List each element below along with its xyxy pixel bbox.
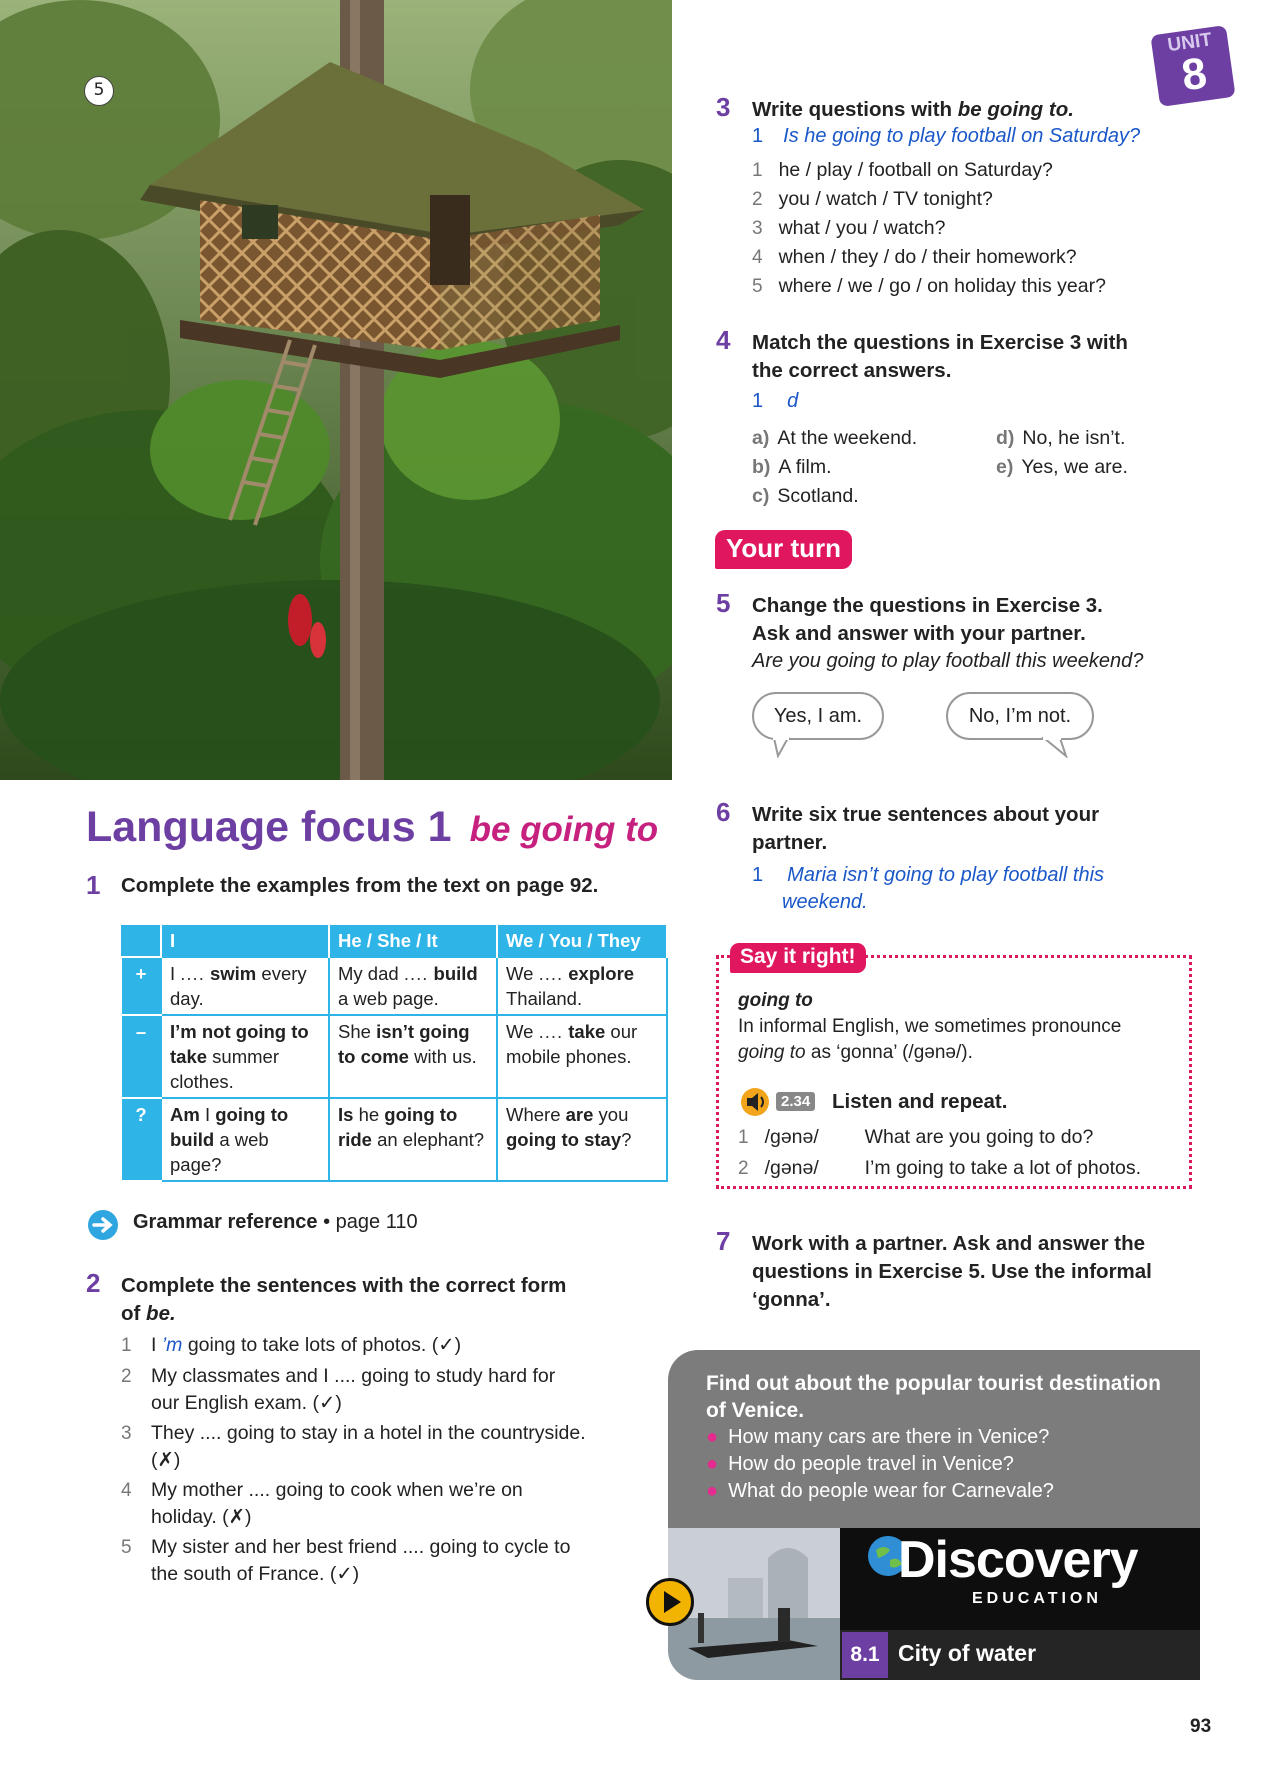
video-number: 8.1 [842, 1632, 888, 1678]
item-number: 1 [738, 1127, 749, 1148]
item-number: 2 [121, 1365, 132, 1387]
table-row [121, 1015, 667, 1098]
answer-text: Scotland. [777, 485, 859, 507]
list-item [752, 185, 1106, 214]
listen-instruction: Listen and repeat. [832, 1090, 1008, 1113]
phonetic: /gənə/ [764, 1126, 819, 1148]
item-number: 3 [752, 218, 763, 239]
list-item [752, 156, 1106, 185]
row-symbol: – [121, 1015, 161, 1098]
instruction-emphasis: be going to. [957, 98, 1074, 121]
list-item [752, 272, 1106, 301]
list-item [121, 1477, 586, 1531]
answer-a [752, 424, 917, 453]
item-number: 3 [121, 1422, 132, 1444]
instruction-line: questions in Exercise 5. Use the informal [752, 1260, 1152, 1283]
photo-number: 5 [84, 76, 114, 106]
exercise-3-example [752, 125, 1140, 148]
example-number: 1 [752, 390, 764, 412]
section-title [86, 803, 658, 852]
explanation-emphasis: going to [738, 1042, 806, 1063]
bullet-icon: ● [706, 1426, 719, 1448]
list-item [121, 1534, 586, 1588]
list-item [121, 1363, 586, 1417]
table-cell: I .... swim every day. [161, 957, 329, 1015]
exercise-3-number: 3 [716, 92, 731, 122]
answer-letter: c) [752, 485, 770, 507]
answer-text: Yes, we are. [1021, 456, 1128, 478]
say-it-right-list [738, 1122, 1141, 1184]
discovery-logo: Discovery [898, 1531, 1138, 1589]
example-answer: d [787, 390, 799, 412]
instruction-text: Write questions with [752, 98, 958, 121]
item-text: holiday. (✗) [151, 1506, 252, 1528]
instruction-text: of [121, 1302, 147, 1325]
table-cell: Is he going to ride an elephant? [329, 1098, 497, 1181]
arrow-right-icon[interactable] [88, 1210, 118, 1240]
instruction-line: Work with a partner. Ask and answer the [752, 1232, 1146, 1255]
table-row [121, 1098, 667, 1181]
answers-col-1 [752, 424, 917, 511]
item-text: you / watch / TV tonight? [778, 188, 993, 210]
list-item [738, 1122, 1141, 1153]
question-text: How do people travel in Venice? [728, 1453, 1014, 1475]
item-text: the south of France. (✓) [151, 1563, 360, 1585]
item-number: 4 [752, 247, 763, 268]
instruction-line [121, 1300, 566, 1328]
example-line: Maria isn’t going to play football this [787, 864, 1105, 886]
table-row [121, 957, 667, 1015]
item-text: where / we / go / on holiday this year? [778, 275, 1106, 297]
example-number: 1 [752, 125, 764, 147]
item-text: (✗) [151, 1449, 181, 1471]
discovery-text [706, 1370, 1161, 1505]
column-header: I [161, 925, 329, 957]
exercise-1-instruction: Complete the examples from the text on page 92. [121, 874, 599, 897]
grammar-reference-link[interactable] [133, 1211, 418, 1234]
question-text: How many cars are there in Venice? [728, 1426, 1050, 1448]
table-cell: Am I going to build a web page? [161, 1098, 329, 1181]
list-item [738, 1153, 1141, 1184]
discovery-logo-sub: EDUCATION [972, 1590, 1102, 1607]
grammar-table [120, 925, 668, 1182]
table-header-row [121, 925, 667, 957]
exercise-2-instruction [121, 1272, 566, 1328]
exercise-1-number: 1 [86, 870, 101, 900]
item-text: when / they / do / their homework? [778, 246, 1077, 268]
bullet-icon: ● [706, 1480, 719, 1502]
table-cell: My dad .... build a web page. [329, 957, 497, 1015]
item-text: They .... going to stay in a hotel in the countryside. [151, 1421, 586, 1444]
item-text: I’m going to take a lot of photos. [864, 1157, 1141, 1179]
explanation-text: as ‘gonna’ (/gənə/). [805, 1042, 973, 1063]
unit-number: 8 [1178, 48, 1210, 101]
audio-speaker-icon[interactable] [740, 1087, 780, 1117]
instruction-line: Match the questions in Exercise 3 with [752, 331, 1128, 354]
answer-letter: d) [996, 427, 1015, 449]
exercise-2-list [121, 1332, 586, 1588]
instruction-line: ‘gonna’. [752, 1288, 831, 1311]
answer-e [996, 453, 1128, 482]
item-text: My mother .... going to cook when we’re on [151, 1478, 523, 1501]
unit-label: UNIT [1166, 29, 1214, 57]
exercise-5-instruction [752, 592, 1103, 648]
instruction-line: Complete the sentences with the correct form [121, 1274, 567, 1297]
term: going to [738, 990, 813, 1011]
exercise-6-example [752, 862, 1104, 916]
item-text: What are you going to do? [864, 1126, 1094, 1148]
instruction-line: Write six true sentences about your [752, 803, 1100, 826]
answer-letter: b) [752, 456, 771, 478]
answer-text: No, he isn’t. [1022, 427, 1126, 449]
list-item [706, 1478, 1161, 1505]
item-text: going to take lots of photos. (✓) [182, 1334, 462, 1356]
answer-text: A film. [778, 456, 832, 478]
exercise-2-number: 2 [86, 1268, 101, 1298]
exercise-5-number: 5 [716, 588, 731, 618]
item-text: My sister and her best friend .... going to cycle to [151, 1535, 571, 1558]
video-title: City of water [898, 1640, 1037, 1666]
example-line: weekend. [782, 891, 868, 913]
treehouse-photo [0, 0, 672, 780]
grammar-reference-label: Grammar reference [133, 1211, 318, 1233]
item-number: 5 [121, 1536, 132, 1558]
say-it-right-text [738, 988, 1121, 1066]
example-answer: ’m [161, 1334, 183, 1356]
instruction-line: partner. [752, 831, 828, 854]
exercise-4-number: 4 [716, 325, 731, 355]
explanation-line: In informal English, we sometimes pronounce [738, 1016, 1122, 1037]
exercise-3-instruction [752, 96, 1074, 124]
answers-col-2 [996, 424, 1128, 482]
item-text: My classmates and I .... going to study hard for [151, 1364, 556, 1387]
instruction-emphasis: be. [146, 1302, 176, 1325]
instruction-line: the correct answers. [752, 359, 952, 382]
list-item [706, 1424, 1161, 1451]
column-header: We / You / They [497, 925, 667, 957]
play-icon [649, 1581, 691, 1623]
discovery-heading: Find out about the popular tourist destination [706, 1372, 1161, 1395]
example-number: 1 [752, 864, 764, 886]
bubble-tail-icon [770, 736, 810, 758]
answer-letter: a) [752, 427, 770, 449]
exercise-7-instruction [752, 1230, 1152, 1314]
answer-b [752, 453, 917, 482]
list-item [706, 1451, 1161, 1478]
example-answer: Is he going to play football on Saturday? [783, 125, 1141, 147]
bubble-tail-icon [1040, 736, 1080, 758]
exercise-5-example: Are you going to play football this weekend? [752, 650, 1144, 672]
bullet-icon: ● [706, 1453, 719, 1475]
item-number: 1 [752, 160, 763, 181]
table-cell: She isn’t going to come with us. [329, 1015, 497, 1098]
play-button[interactable] [646, 1578, 694, 1626]
answer-c [752, 482, 917, 511]
page-number: 93 [1190, 1716, 1212, 1737]
table-cell: Where are you going to stay? [497, 1098, 667, 1181]
say-it-right-tag: Say it right! [730, 943, 866, 973]
exercise-4-instruction [752, 329, 1128, 385]
your-turn-tag: Your turn [715, 530, 852, 569]
speech-bubble-yes: Yes, I am. [752, 692, 884, 740]
row-symbol: + [121, 957, 161, 1015]
item-number: 2 [738, 1158, 749, 1179]
list-item [752, 214, 1106, 243]
unit-badge [1150, 25, 1235, 107]
explanation-line [738, 1040, 1121, 1066]
section-subtitle: be going to [469, 810, 659, 849]
item-text: I [151, 1334, 162, 1356]
grammar-reference-page: • page 110 [323, 1211, 418, 1233]
exercise-6-number: 6 [716, 797, 731, 827]
list-item [121, 1332, 586, 1360]
table-corner [121, 925, 161, 957]
table-cell: We .... explore Thailand. [497, 957, 667, 1015]
item-number: 5 [752, 276, 763, 297]
list-item [121, 1420, 586, 1474]
speech-bubble-no: No, I’m not. [946, 692, 1094, 740]
item-text: he / play / football on Saturday? [778, 159, 1053, 181]
item-number: 2 [752, 189, 763, 210]
exercise-6-instruction [752, 801, 1099, 857]
exercise-7-number: 7 [716, 1226, 731, 1256]
answer-d [996, 424, 1128, 453]
exercise-4-example [752, 390, 798, 413]
list-item [752, 243, 1106, 272]
section-title-text: Language focus 1 [86, 803, 452, 851]
track-number: 2.34 [776, 1092, 815, 1111]
answer-text: At the weekend. [777, 427, 918, 449]
answer-letter: e) [996, 456, 1014, 478]
item-text: what / you / watch? [778, 217, 946, 239]
row-symbol: ? [121, 1098, 161, 1181]
column-header: He / She / It [329, 925, 497, 957]
item-number: 1 [121, 1335, 132, 1356]
discovery-heading: of Venice. [706, 1399, 805, 1422]
instruction-line: Ask and answer with your partner. [752, 622, 1086, 645]
item-text: our English exam. (✓) [151, 1392, 342, 1414]
table-cell: We .... take our mobile phones. [497, 1015, 667, 1098]
exercise-3-list [752, 156, 1106, 301]
question-text: What do people wear for Carnevale? [728, 1480, 1054, 1502]
item-number: 4 [121, 1479, 132, 1501]
table-cell: I’m not going to take summer clothes. [161, 1015, 329, 1098]
instruction-line: Change the questions in Exercise 3. [752, 594, 1103, 617]
phonetic: /gənə/ [764, 1157, 819, 1179]
